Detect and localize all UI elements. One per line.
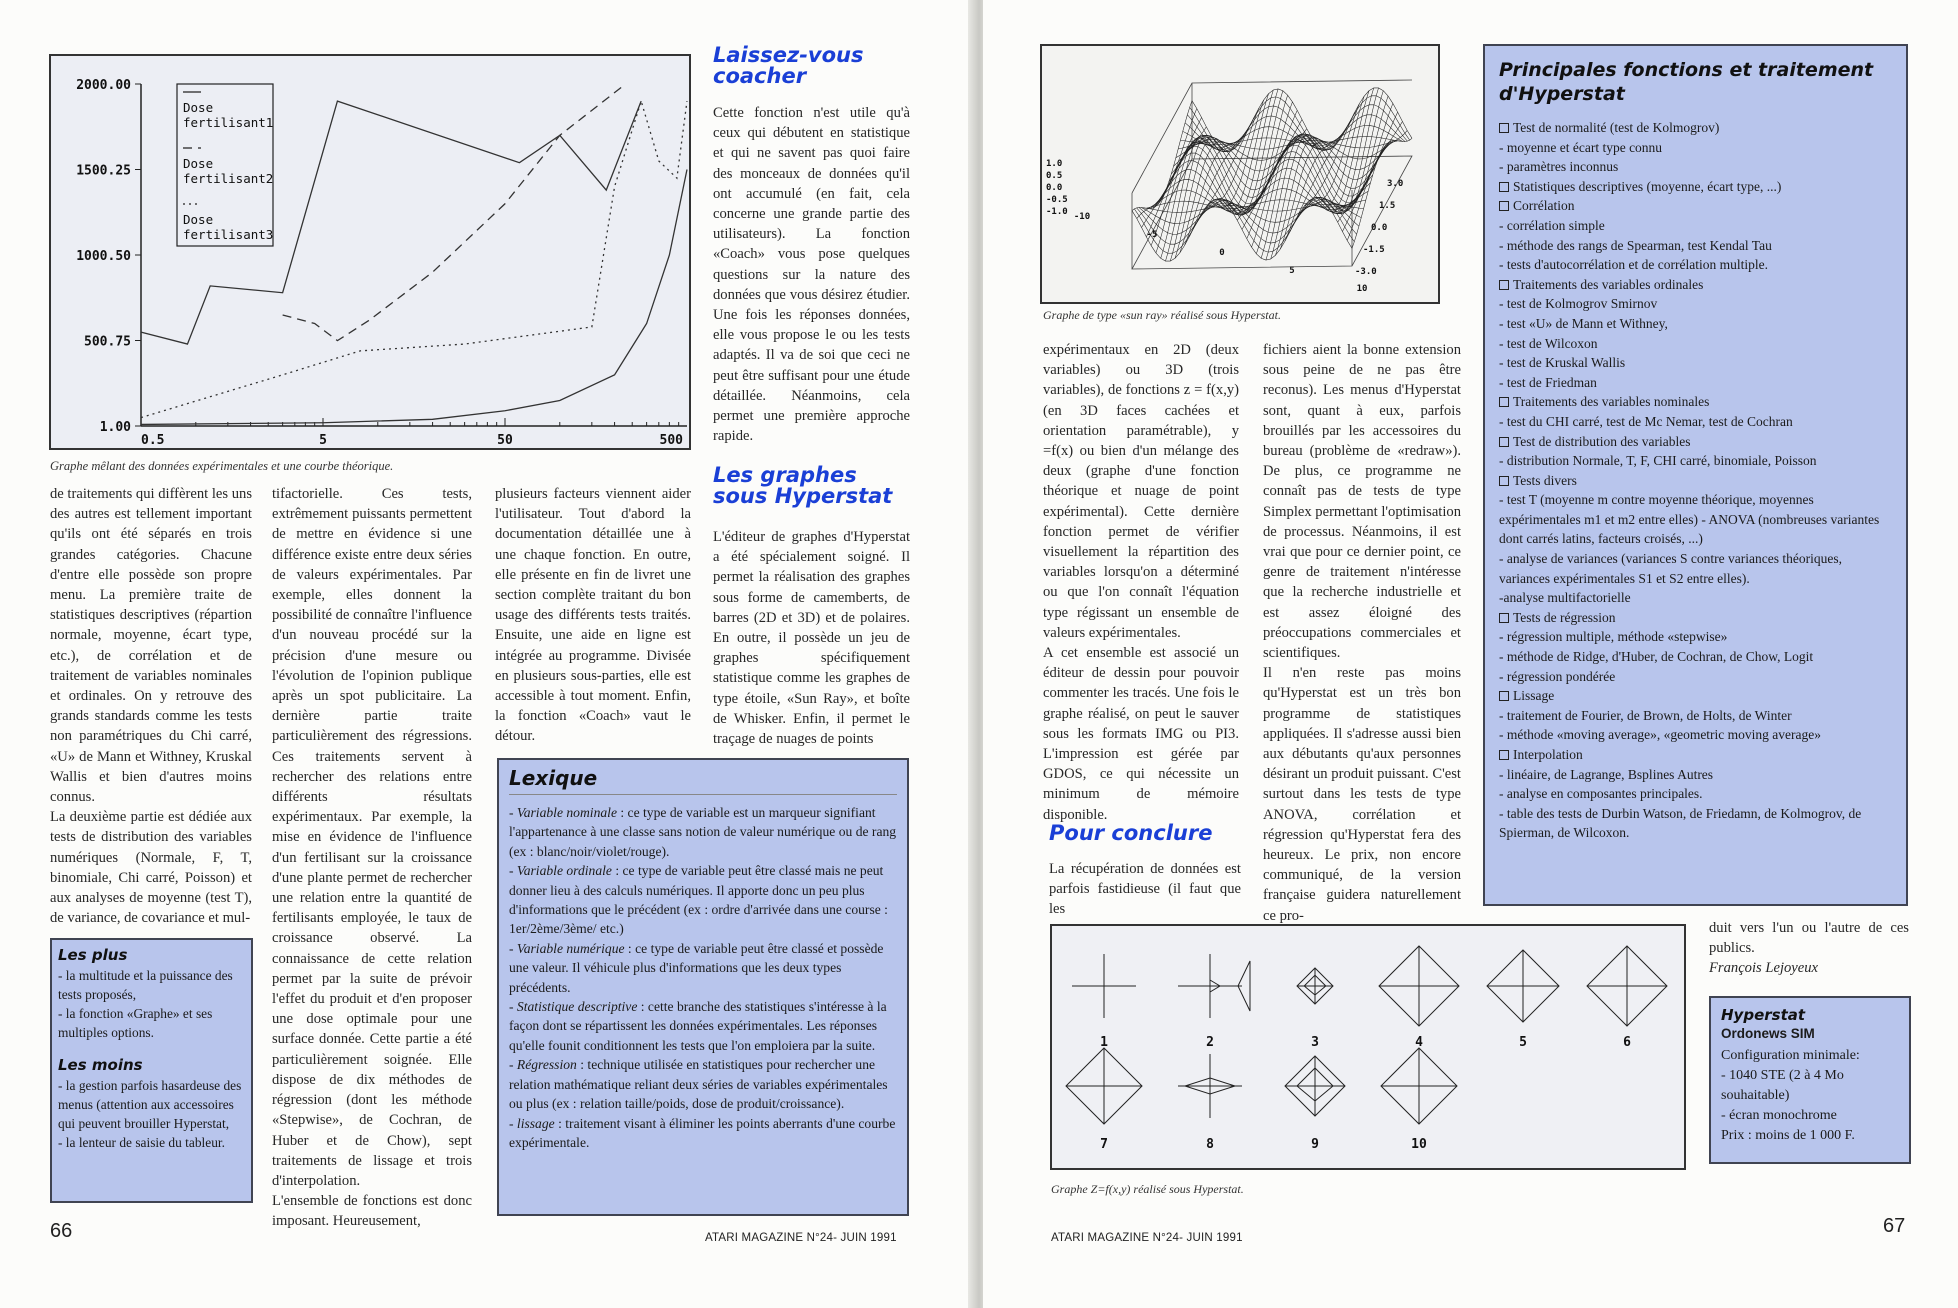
lexique-title: Lexique: [509, 766, 897, 795]
lexique-box: [497, 758, 909, 1216]
lexique-item: [509, 939, 897, 997]
shape-label: 5: [1519, 1035, 1527, 1050]
function-text: - test de Kolmogrov Smirnov: [1499, 296, 1658, 312]
shape-label: 9: [1311, 1137, 1319, 1152]
lexique-definition: : traitement visant à éliminer les points aberrants d'une courbe expérimentale.: [509, 1115, 896, 1150]
functions-box: [1483, 44, 1908, 906]
shape-glyph: [1285, 1056, 1345, 1152]
function-item: [1499, 236, 1892, 256]
function-item: [1499, 667, 1892, 687]
surface-mesh-line: [1161, 138, 1221, 258]
surface-mesh-line: [1223, 91, 1283, 214]
function-item: [1499, 196, 1892, 216]
surface-caption: Graphe de type «sun ray» réalisé sous Hyperstat.: [1043, 308, 1281, 322]
function-text: Lissage: [1513, 688, 1555, 704]
paragraph: fichiers aient la bonne extension sous peine de ne pas être reconus). Les menus d'Hyperstat sont, quant à eux, parfois brouillés par les accessoires du bureau (problème de «redraw»). De plus, ce programme ne connaît pas de tests de type Simplex permettant l'optimisation de processus. Néanmoins, il est vrai que pour ce dernier point, ce genre de traitement n'intéresse que la recherche industrielle et est assez éloigné des préoccupations commerciales et scientifiques.: [1263, 342, 1461, 662]
shape-glyph: [1066, 1048, 1142, 1152]
left-column-2: [272, 484, 472, 1232]
function-item: [1499, 745, 1892, 765]
function-text: - analyse en composantes principales.: [1499, 786, 1703, 802]
function-item: [1499, 451, 1892, 471]
function-text: - régression multiple, méthode «stepwise»: [1499, 629, 1728, 645]
function-item: [1499, 314, 1892, 334]
function-item: [1499, 216, 1892, 236]
function-item: [1499, 784, 1892, 804]
x-tick-label: 0.5: [141, 433, 165, 448]
function-text: - tests d'autocorrélation et de corrélation multiple.: [1499, 257, 1768, 273]
info-title: Hyperstat: [1721, 1006, 1806, 1024]
function-text: Test de normalité (test de Kolmogrov): [1513, 120, 1720, 135]
function-text: - test «U» de Mann et Withney,: [1499, 315, 1668, 331]
surface-canvas: [1042, 46, 1438, 302]
checkbox-square-icon: [1499, 280, 1509, 290]
functions-list: [1499, 118, 1892, 843]
lexique-term: - Régression: [509, 1057, 577, 1073]
function-text: - test du CHI carré, test de Mc Nemar, test de Cochran: [1499, 413, 1793, 429]
function-item: [1499, 706, 1892, 726]
functions-title: Principales fonctions et traitement d'Hyperstat: [1499, 59, 1874, 105]
page-footer: ATARI MAGAZINE N°24- JUIN 1991: [1051, 1232, 1243, 1244]
list-item: - la gestion parfois hasardeuse des menus (attention aux accessoires qui peuvent brouiller Hyperstat,: [58, 1078, 242, 1131]
info-line: Configuration minimale:: [1721, 1047, 1860, 1063]
function-item: [1499, 255, 1892, 275]
function-item: [1499, 765, 1892, 785]
graphes-heading: Les graphes sous Hyperstat: [713, 463, 893, 508]
lexique-term: - Variable ordinale: [509, 863, 612, 879]
surface-axis-label: -1.5: [1363, 245, 1385, 255]
function-item: [1499, 686, 1892, 706]
function-item: [1499, 490, 1892, 549]
shape-label: 6: [1623, 1035, 1631, 1050]
shape-glyph: [1587, 946, 1667, 1050]
x-tick-label: 500: [659, 433, 683, 448]
paragraph: L'ensemble de fonctions est donc imposant. Heureusement,: [272, 1193, 472, 1230]
checkbox-square-icon: [1499, 476, 1509, 486]
paragraph: tifactorielle. Ces tests, extrêmement puissants permettent de mettre en évidence si une différence existe entre deux séries de valeurs expérimentales. Par exemple, elles donnent la possibilité de connaître l'influence d'un nouveau procédé sur la précision d'une mesure ou l'évolution de l'opinion publique après un spot publicitaire. La dernière partie traite particulièrement des régressions. Ces traitements servent à rechercher des relations entre différents résultats expérimentaux. Par exemple, la mise en évidence de l'influence d'un fertilisant sur la croissance d'une plante permet de rechercher une relation entre la quantité de fertilisants employée, le taux de croissance observé. La connaissance de cette relation permet par la suite de prévoir l'effet du produit et d'en proposer une dose optimale pour une surface donnée. Cette partie a été particulièrement soignée. Elle dispose de dix méthodes de régression (dont les méthode «Stepwise», de Cochran, de Huber et de Chow), sept traitements de lissage et trois d'interpolation.: [272, 486, 472, 1189]
surface-axis-label: 5: [1289, 266, 1295, 276]
y-tick-label: 500.75: [84, 334, 131, 350]
checkbox-square-icon: [1499, 182, 1509, 192]
function-item: [1499, 353, 1892, 373]
y-tick-label: 1.00: [99, 420, 131, 435]
function-item: [1499, 334, 1892, 354]
right-page: [983, 0, 1958, 1308]
paragraph: Il n'en reste pas moins qu'Hyperstat est un très bon programme de statistiques appliquées. Il s'adresse aussi bien aux débutants qu'aux personnes désirant un produit puissant. C'est surtout dans les tests de type ANOVA, corrélation et régression qu'Hyperstat fera des heureux. Le prix, non encore communiqué, de la version française guidera naturellement ce pro-: [1263, 665, 1461, 924]
left-column-1: [50, 484, 252, 928]
function-item: [1499, 647, 1892, 667]
function-text: Test de distribution des variables: [1513, 433, 1691, 449]
plus-title: Les plus: [58, 946, 128, 964]
function-item: [1499, 118, 1892, 138]
surface-mesh-line: [1323, 91, 1383, 211]
function-item: [1499, 804, 1892, 843]
page-number: 66: [50, 1220, 73, 1242]
function-text: - test T (moyenne m contre moyenne théorique, moyennes expérimentales m1 et m2 entre elles) - ANOVA (nombreuses variantes dont carrés latins, facteurs croisés, ...): [1499, 492, 1880, 547]
shapes-figure: [1050, 924, 1686, 1170]
function-text: - table des tests de Durbin Watson, de Friedamn, de Kolmogrov, de Spierman, de Wilcoxon.: [1499, 805, 1862, 841]
series-line: [283, 84, 626, 341]
checkbox-square-icon: [1499, 691, 1509, 701]
x-tick-label: 50: [497, 433, 513, 448]
lexique-list: [509, 803, 897, 1152]
surface-axis-label: 1.0: [1046, 159, 1063, 169]
shape-label: 1: [1100, 1035, 1108, 1050]
shape-label: 7: [1100, 1137, 1108, 1152]
legend-label: fertilisant2: [183, 171, 274, 186]
function-text: - moyenne et écart type connu: [1499, 139, 1663, 155]
function-item: [1499, 608, 1892, 628]
shape-label: 3: [1311, 1035, 1319, 1050]
shape-label: 10: [1411, 1137, 1427, 1152]
function-item: [1499, 177, 1892, 197]
function-text: - test de Kruskal Wallis: [1499, 355, 1626, 371]
function-text: - test de Friedman: [1499, 374, 1597, 390]
function-text: - distribution Normale, T, F, CHI carré, binomiale, Poisson: [1499, 453, 1817, 469]
moins-list: [58, 1076, 245, 1152]
lexique-item: [509, 803, 897, 861]
x-tick-label: 5: [319, 433, 327, 448]
shape-glyph: [1487, 950, 1559, 1050]
shape-glyph: [1381, 1048, 1457, 1152]
function-text: - corrélation simple: [1499, 217, 1605, 233]
y-tick-label: 1500.25: [76, 163, 131, 179]
function-item: [1499, 373, 1892, 393]
paragraph: A cet ensemble est associé un éditeur de dessin pour pouvoir commenter les tracés. Une fois le graphe réalisé, on peut le sauver sous les formats IMG ou PI3. L'impression est gérée par GDOS, ce qui nécessite un minimum de mémoire disponible.: [1043, 645, 1239, 823]
function-text: - analyse de variances (variances S contre variances théoriques, variances expérimentales S1 et S2 entre elles).: [1499, 551, 1842, 586]
surface-axis-label: -3.0: [1355, 267, 1377, 277]
y-tick-label: 2000.00: [76, 78, 131, 93]
lexique-definition: : ce type de variable peut être classé mais ne peut donner lieu à des calculs numériques. Il apporte donc un peu plus d'informations que le précédent (ex : ordre d'arrivée dans une course : 1er/2ème/3ème/ etc.): [509, 863, 888, 937]
end-text: duit vers l'un ou l'autre de ces publics.: [1709, 920, 1909, 957]
surface-axis-label: 0.0: [1371, 223, 1388, 233]
lexique-definition: : technique utilisée en statistiques pour rechercher une relation mathématique reliant deux séries de variables expérimentales ou plus (ex : relation taille/poids, dose de produit/croissance).: [509, 1057, 888, 1112]
shapes-canvas: [1052, 926, 1684, 1168]
surface-plot: [1040, 44, 1440, 304]
lexique-term: - Variable nominale: [509, 805, 617, 820]
lexique-item: [509, 997, 897, 1055]
lexique-term: - lissage: [509, 1115, 555, 1131]
coach-heading: Laissez-vous coacher: [713, 43, 864, 88]
surface-axis-label: -0.5: [1046, 195, 1068, 205]
surface-axis-label: -5: [1146, 230, 1158, 240]
function-text: - paramètres inconnus: [1499, 159, 1619, 175]
info-line: - 1040 STE (2 à 4 Mo souhaitable): [1721, 1067, 1844, 1103]
function-item: [1499, 294, 1892, 314]
info-box: [1709, 996, 1911, 1164]
left-page: [0, 0, 975, 1308]
surface-mesh-line: [1146, 127, 1206, 237]
shape-glyph: [1072, 954, 1136, 1050]
shape-glyph: [1379, 946, 1459, 1050]
paragraph: de traitements qui diffèrent les uns des autres est tellement important qu'ils ont été séparés en trois grandes catégories. Chacune d'entre elle possède son propre menu. La première traite de statistiques descriptives (répartion normale, moyenne, écart type, etc.), de corrélation et de traitement de variables nominales et ordinales. On y retrouve des grands standards comme les tests non paramétriques du Chi carré, «U» de Mann et Withney, Kruskal Wallis et bien d'autres moins connus.: [50, 486, 252, 806]
shape-glyph: [1297, 968, 1333, 1050]
left-column-3: [495, 484, 691, 747]
shape-label: 2: [1206, 1035, 1214, 1050]
surface-axis-label: 1.5: [1379, 201, 1396, 211]
author: François Lejoyeux: [1709, 960, 1819, 976]
function-text: Traitements des variables nominales: [1513, 394, 1710, 410]
function-item: [1499, 471, 1892, 491]
plus-list: [58, 966, 245, 1042]
surface-axis-label: 0.5: [1046, 171, 1063, 181]
function-text: Corrélation: [1513, 198, 1575, 214]
checkbox-square-icon: [1499, 750, 1509, 760]
paragraph: expérimentaux en 2D (deux variables) ou 3D (trois variables), de fonctions z = f(x,y) (en 3D faces cachées et orientation paramétrable), y =f(x) ou bien d'un mélange des deux (graphe d'une fonction théorique et nuage de point expérimental). Cette dernière fonction permet de vérifier visuellement la répartition des variables lorsqu'on a déterminé ou que l'on connaît l'équation type régissant un ensemble de valeurs expérimentales.: [1043, 342, 1239, 641]
legend-label: fertilisant1: [183, 115, 274, 130]
lexique-item: [509, 861, 897, 939]
right-column-1: [1043, 340, 1239, 825]
shape-label: 8: [1206, 1137, 1214, 1152]
list-item: - la fonction «Graphe» et ses multiples options.: [58, 1006, 213, 1040]
legend-label: Dose: [183, 212, 214, 227]
function-text: Traitements des variables ordinales: [1513, 276, 1704, 292]
lexique-item: [509, 1055, 897, 1113]
conclure-text: La récupération de données est parfois fastidieuse (il faut que les: [1049, 861, 1241, 918]
surface-axis-label: 3.0: [1387, 179, 1404, 189]
function-text: -analyse multifactorielle: [1499, 590, 1631, 606]
page-footer: ATARI MAGAZINE N°24- JUIN 1991: [705, 1232, 897, 1244]
function-item: [1499, 588, 1892, 608]
info-line: Prix : moins de 1 000 F.: [1721, 1127, 1855, 1143]
function-text: Tests de régression: [1513, 609, 1616, 625]
lexique-definition: : ce type de variable est un marqueur signifiant l'appartenance à une classe sans notion de valeur numérique ou de rang (ex : blanc/noir/violet/rouge).: [509, 805, 897, 859]
info-publisher: Ordonews SIM: [1721, 1026, 1815, 1041]
function-text: Interpolation: [1513, 747, 1583, 762]
moins-title: Les moins: [58, 1056, 143, 1074]
page-number: 67: [1883, 1215, 1906, 1237]
function-item: [1499, 157, 1892, 177]
function-text: - test de Wilcoxon: [1499, 335, 1598, 351]
function-item: [1499, 412, 1892, 432]
function-item: [1499, 138, 1892, 158]
y-tick-label: 1000.50: [76, 249, 131, 264]
plus-moins-box: [50, 938, 253, 1203]
surface-axis-label: -10: [1073, 212, 1091, 222]
function-item: [1499, 627, 1892, 647]
function-item: [1499, 392, 1892, 412]
shape-glyph: [1178, 954, 1250, 1050]
function-text: - traitement de Fourier, de Brown, de Holts, de Winter: [1499, 707, 1792, 723]
lexique-term: - Variable numérique: [509, 940, 625, 956]
surface-mesh-line: [1185, 135, 1245, 245]
lexique-definition: : ce type de variable peut être classé et possède une valeur. Il véhicule plus d'informations que les deux types précédents.: [509, 940, 884, 995]
surface-mesh-line: [1299, 104, 1359, 214]
paragraph: plusieurs facteurs viennent aider l'utilisateur. Tout d'abord la documentation détaillée une à une chaque fonction. En outre, elle présente en fin de livret une section complète traitant du bon usage des différents tests traités. Ensuite, une aide en ligne est intégrée au programme. Divisée en plusieurs sous-parties, elle est accessible à tout moment. Enfin, la fonction «Coach» vaut le détour.: [495, 486, 691, 745]
checkbox-square-icon: [1499, 123, 1509, 133]
function-text: - régression pondérée: [1499, 668, 1616, 684]
paragraph: La deuxième partie est dédiée aux tests de distribution des variables numériques (Normale, F, T, binomiale, Chi carré, Poisson) et aux analyses de moyenne (test T), de variance, de covariance et mul-: [50, 809, 252, 927]
function-item: [1499, 432, 1892, 452]
conclure-heading: Pour conclure: [1049, 821, 1213, 845]
lexique-item: [509, 1114, 897, 1153]
surface-mesh-line: [1261, 135, 1321, 258]
legend-label: fertilisant3: [183, 227, 274, 242]
function-item: [1499, 725, 1892, 745]
function-text: - linéaire, de Lagrange, Bsplines Autres: [1499, 766, 1714, 782]
info-lines: [1721, 1046, 1899, 1146]
function-item: [1499, 275, 1892, 295]
info-line: - écran monochrome: [1721, 1107, 1837, 1123]
list-item: - la multitude et la puissance des tests proposés,: [58, 968, 233, 1002]
legend-label: Dose: [183, 100, 214, 115]
surface-axis-label: 0.0: [1046, 183, 1063, 193]
graphes-text: L'éditeur de graphes d'Hyperstat a été spécialement soigné. Il permet la réalisation des graphes sous forme de camemberts, de barres (2D et 3D) et de polaires. En outre, il possède un jeu de graphes spécifiquement statistique comme les graphes de type étoile, «Sun Ray», et boîte de Whisker. Enfin, il permet le traçage de nuages de points: [713, 529, 910, 748]
checkbox-square-icon: [1499, 437, 1509, 447]
function-text: - méthode de Ridge, d'Huber, de Cochran, de Chow, Logit: [1499, 649, 1814, 665]
checkbox-square-icon: [1499, 397, 1509, 407]
shape-glyph: [1178, 1054, 1242, 1152]
function-text: Tests divers: [1513, 472, 1577, 488]
shapes-caption: Graphe Z=f(x,y) réalisé sous Hyperstat.: [1051, 1182, 1244, 1196]
shape-label: 4: [1415, 1035, 1423, 1050]
function-text: - méthode des rangs de Spearman, test Kendal Tau: [1499, 237, 1772, 253]
list-item: - la lenteur de saisie du tableur.: [58, 1135, 225, 1150]
right-column-2: [1263, 340, 1461, 926]
lexique-definition: : cette branche des statistiques s'intéresse à la façon dont se répartissent les données expérimentales. Les réponses qu'elle founit conditionnent les tests que l'on emploiera par la suite.: [509, 999, 887, 1053]
surface-axis-label: 10: [1356, 284, 1368, 294]
chart-canvas: [51, 56, 689, 448]
chart-caption: Graphe mêlant des données expérimentales et une courbe théorique.: [50, 459, 394, 473]
legend-label: Dose: [183, 156, 214, 171]
coach-text: Cette fonction n'est utile qu'à ceux qui débutent en statistique et qui ne savent pas quoi faire des monceaux de données qu'il ont accumulé (en fait, cela concerne une grande partie des utilisateurs). La fonction «Coach» vous pose quelques questions sur la nature des données que vous désirez étudier. Une fois les réponses données, elle vous propose le ou les tests adaptés. Il va de soi que ceci ne peut être suffisant pour une étude détaillée. Néanmoins, cela permet une première approche rapide.: [713, 105, 910, 445]
function-text: Statistiques descriptives (moyenne, écart type, ...): [1513, 178, 1782, 194]
surface-axis-label: -1.0: [1046, 207, 1068, 217]
checkbox-square-icon: [1499, 613, 1509, 623]
surface-axis-label: 0: [1219, 248, 1225, 258]
checkbox-square-icon: [1499, 201, 1509, 211]
lexique-term: - Statistique descriptive: [509, 999, 638, 1015]
chart-legend: [177, 84, 273, 246]
function-item: [1499, 549, 1892, 588]
function-text: - méthode «moving average», «geometric moving average»: [1499, 727, 1822, 743]
line-chart: [49, 54, 691, 450]
